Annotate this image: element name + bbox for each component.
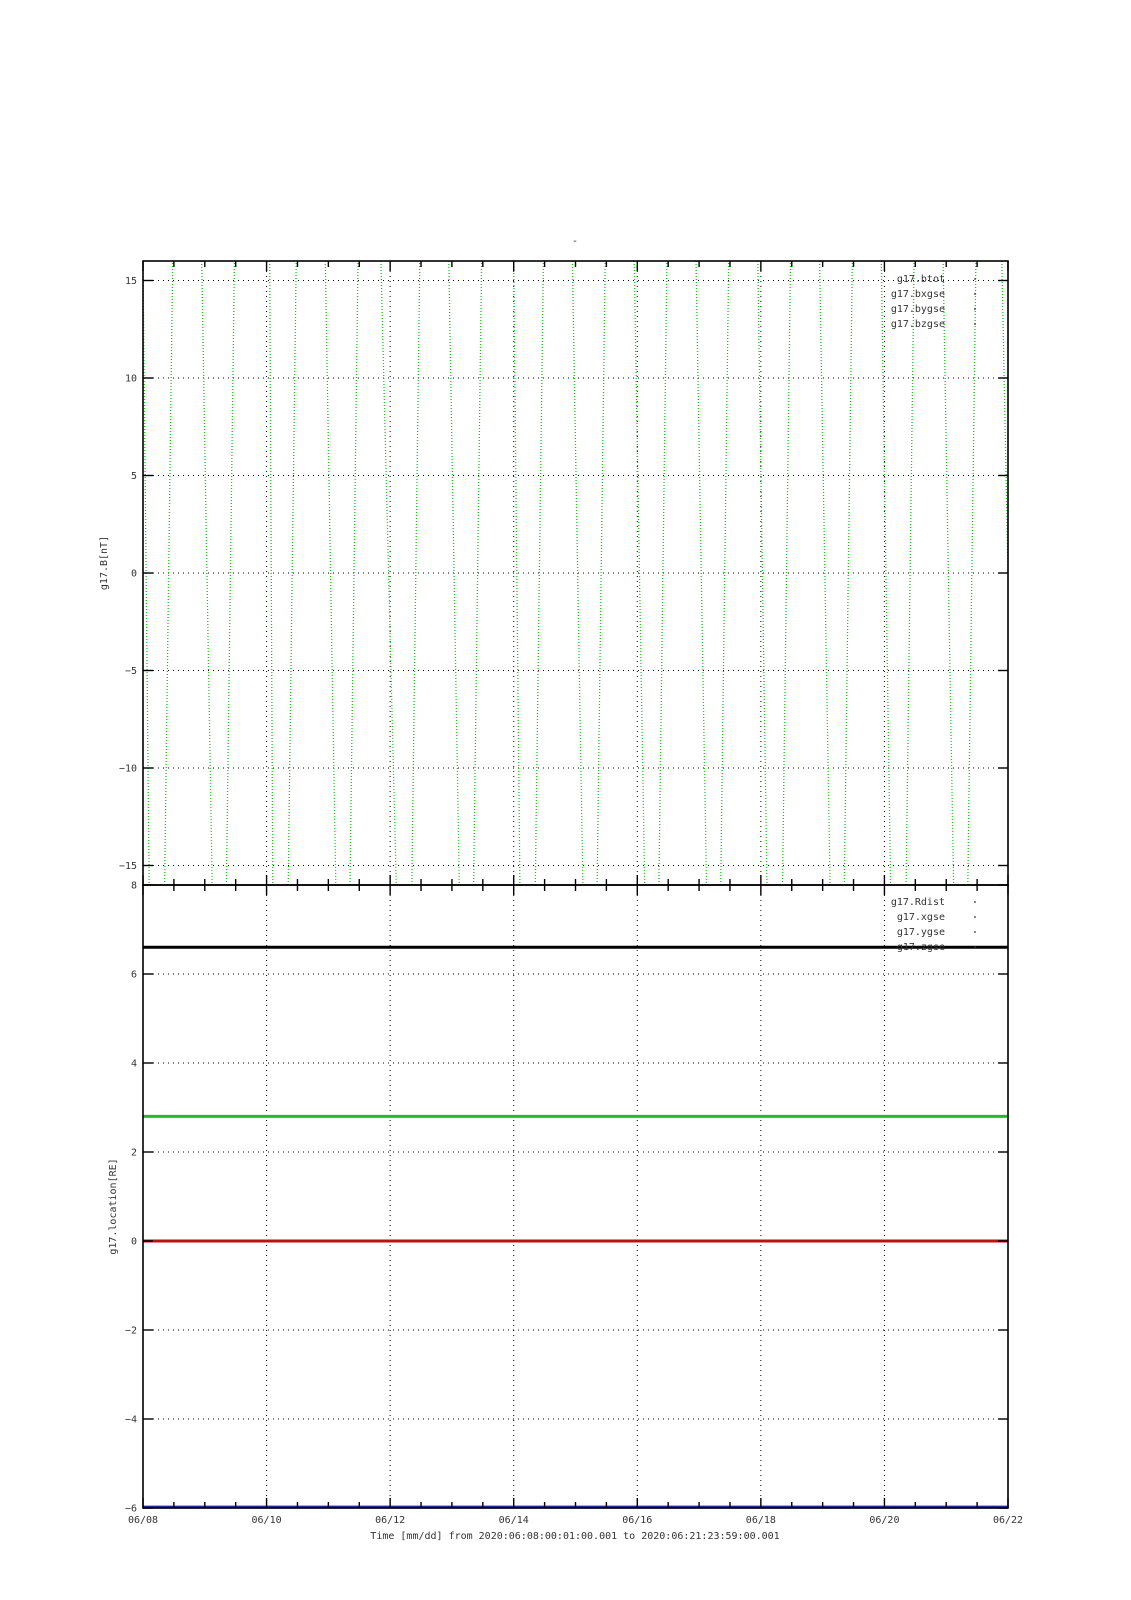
top-series-0-segment xyxy=(474,261,482,885)
top-series-0-segment xyxy=(165,261,173,885)
top-series-0-segment xyxy=(906,261,914,885)
bot-legend-label: g17.ygse xyxy=(896,927,945,938)
top-y-tick-label: −10 xyxy=(118,763,137,775)
x-tick-label: 06/18 xyxy=(745,1515,776,1526)
top-y-tick-label: 10 xyxy=(124,373,137,385)
top-grid xyxy=(143,261,1008,885)
top-series-0-segment xyxy=(1002,261,1008,573)
top-legend-marker xyxy=(974,323,976,325)
top-series-0-segment xyxy=(721,261,729,885)
x-tick-label: 06/20 xyxy=(869,1515,900,1526)
magnetic-field-panel xyxy=(99,261,1008,885)
bot-y-tick-label: −4 xyxy=(124,1414,137,1426)
bot-y-tick-label: 0 xyxy=(130,1236,137,1248)
top-y-tick-label: −5 xyxy=(124,666,137,677)
x-axis-ticks xyxy=(128,1515,1023,1526)
top-legend xyxy=(891,274,976,330)
bottom-grid xyxy=(143,885,1008,1508)
top-series-0-segment xyxy=(968,261,976,885)
top-y-tick-label: 15 xyxy=(124,276,137,287)
top-series-0-segment xyxy=(535,261,543,885)
top-series-0-segment xyxy=(659,261,667,885)
top-legend-label: g17.bygse xyxy=(890,304,945,315)
bot-legend-marker xyxy=(974,946,976,948)
top-series-0-segment xyxy=(288,261,296,885)
top-series-0-segment xyxy=(325,261,336,885)
x-tick-label: 06/14 xyxy=(498,1515,529,1526)
top-y-tick-label: 0 xyxy=(130,568,137,580)
top-series-0-segment xyxy=(881,261,890,885)
bot-legend-label: g17.xgse xyxy=(896,912,945,923)
top-series-0-segment xyxy=(696,261,707,885)
top-legend-marker xyxy=(974,293,976,295)
bot-plot-frame xyxy=(143,885,1008,1508)
x-tick-label: 06/22 xyxy=(992,1515,1024,1526)
bottom-series xyxy=(143,885,1008,1508)
x-tick-label: 06/08 xyxy=(127,1515,159,1526)
bot-y-tick-label: −2 xyxy=(124,1325,137,1337)
bot-legend-marker xyxy=(974,931,976,933)
top-series-0-segment xyxy=(449,261,460,885)
top-y-tick-label: −15 xyxy=(118,861,137,872)
top-legend-marker xyxy=(974,308,976,310)
bot-y-tick-label: 4 xyxy=(130,1058,137,1070)
top-y-tick-label: 5 xyxy=(130,471,137,482)
x-axis-footer-label: Time [mm/dd] from 2020:06:08:00:01:00.001 to 2020:06:21:23:59:00.001 xyxy=(370,1531,780,1542)
bottom-ticks xyxy=(125,881,1008,1515)
top-legend-marker xyxy=(974,278,976,280)
top-series-0-segment xyxy=(350,261,358,885)
bot-legend-marker xyxy=(974,916,976,918)
top-series-0-segment xyxy=(844,261,852,885)
top-legend-label: g17.btot xyxy=(896,274,945,285)
top-legend-label: g17.bzgse xyxy=(890,319,945,330)
bot-y-tick-label: 6 xyxy=(130,969,137,981)
x-tick-label: 06/16 xyxy=(622,1515,653,1526)
top-series-0-segment xyxy=(758,261,767,885)
top-y-axis-label: g17.B[nT] xyxy=(99,535,110,591)
bot-y-tick-label: 8 xyxy=(130,880,137,892)
bot-legend-marker xyxy=(974,901,976,903)
bottom-legend xyxy=(891,897,976,953)
x-tick-label: 06/12 xyxy=(375,1515,406,1526)
bottom-y-axis-label: g17.location[RE] xyxy=(108,1158,119,1255)
top-series-0-segment xyxy=(943,261,954,885)
title-mark: - xyxy=(571,236,579,247)
bot-y-tick-label: 2 xyxy=(130,1147,137,1159)
top-series-0-segment xyxy=(270,261,273,885)
location-panel xyxy=(108,881,1008,1515)
x-tick-label: 06/10 xyxy=(251,1515,282,1526)
bot-y-tick-label: −6 xyxy=(124,1503,137,1515)
bot-legend-label: g17.zgse xyxy=(896,942,945,953)
top-legend-label: g17.bxgse xyxy=(890,289,945,300)
bot-legend-label: g17.Rdist xyxy=(890,897,945,908)
